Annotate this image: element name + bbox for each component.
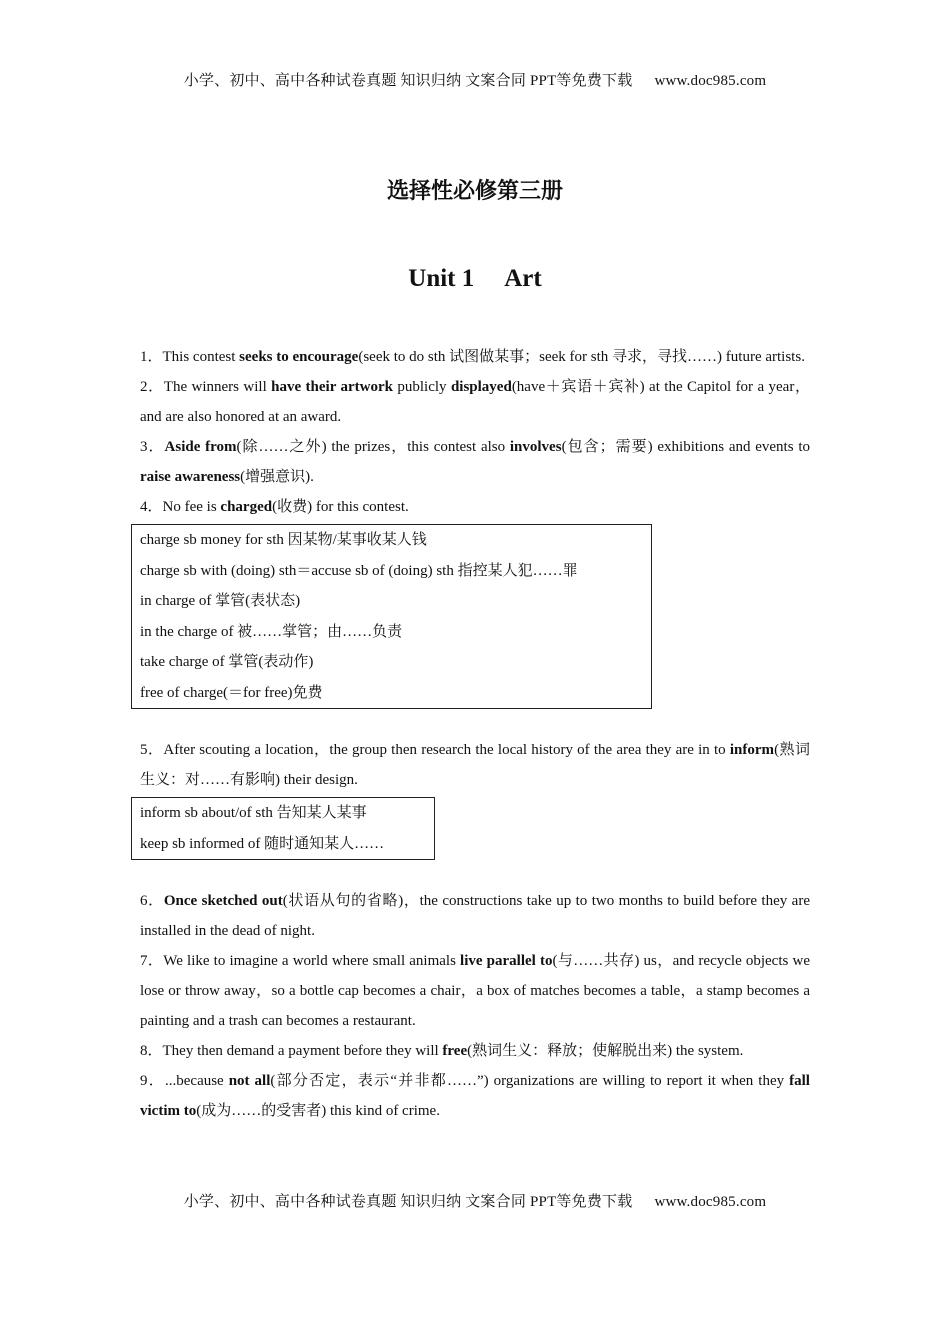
key-phrase: have their artwork <box>271 379 393 395</box>
box-line: take charge of 掌管(表动作) <box>140 654 314 670</box>
note-item-8: 8．They then demand a payment before they will free(熟词生义：释放；使解脱出来) the system. <box>140 1043 744 1059</box>
note-item-6: 6．Once sketched out(状语从句的省略)，the constructions take up to two months to build before they are installed in the dead of night. <box>140 893 810 939</box>
note-item-7: 7．We like to imagine a world where small animals live parallel to(与……共存) us，and recycle objects we lose or throw away，so a bottle cap becomes a chair，a box of matches becomes a table，a stamp becomes a painting and a trash can becomes a restaurant. <box>140 953 810 1029</box>
note-item-2: 2．The winners will have their artwork publicly displayed(have＋宾语＋宾补) at the Capitol for a year，and are also honored at an award. <box>140 379 810 425</box>
box-line: charge sb money for sth 因某物/某事收某人钱 <box>140 532 427 548</box>
footer-site-link[interactable]: www.doc985.com <box>654 1194 767 1210</box>
box-line: charge sb with (doing) sth＝accuse sb of (doing) sth 指控某人犯……罪 <box>140 562 578 579</box>
key-phrase: fall victim to <box>140 1073 810 1119</box>
key-phrase: raise awareness <box>140 469 241 485</box>
key-phrase: inform <box>729 742 775 758</box>
unit-name: Art <box>504 265 542 292</box>
box-line: in charge of 掌管(表状态) <box>140 593 301 609</box>
key-phrase: displayed <box>450 379 512 395</box>
key-phrase: Aside from <box>164 439 237 455</box>
note-item-5: 5．After scouting a location，the group then research the local history of the area they are in to inform(熟词生义：对……有影响) their design. <box>140 742 810 788</box>
header-text: 小学、初中、高中各种试卷真题 知识归纳 文案合同 PPT等免费下载 <box>183 73 633 89</box>
notes-content <box>140 342 810 1126</box>
unit-title <box>0 265 950 293</box>
note-item-9: 9．...because not all(部分否定，表示“并非都……”) organizations are willing to report it when they fall victim to(成为……的受害者) this kind of crime. <box>140 1073 810 1119</box>
box-line: keep sb informed of 随时通知某人…… <box>140 835 385 852</box>
note-item-1: 1．This contest seeks to encourage(seek to do sth 试图做某事；seek for sth 寻求，寻找……) future artists. <box>140 349 805 365</box>
key-phrase: free <box>442 1043 468 1059</box>
book-title: 选择性必修第三册 <box>386 179 563 204</box>
key-phrase: charged <box>220 499 273 515</box>
unit-number: Unit 1 <box>408 265 475 292</box>
inform-phrases-box <box>131 797 435 860</box>
note-item-3: 3．Aside from(除……之外) the prizes，this contest also involves(包含；需要) exhibitions and events to raise awareness(增强意识). <box>140 439 810 485</box>
header-site-link[interactable]: www.doc985.com <box>654 73 767 89</box>
box-line: in the charge of 被……掌管；由……负责 <box>140 623 403 640</box>
box-line: inform sb about/of sth 告知某人某事 <box>140 805 367 821</box>
key-phrase: involves <box>509 439 562 455</box>
page-footer <box>0 1190 950 1211</box>
box-line: free of charge(＝for free)免费 <box>140 684 323 701</box>
page-header <box>0 69 950 90</box>
note-item-4: 4．No fee is charged(收费) for this contest. <box>140 499 409 515</box>
key-phrase: not all <box>228 1073 271 1089</box>
charge-phrases-box <box>131 524 652 709</box>
key-phrase: Once sketched out <box>163 893 283 909</box>
key-phrase: seeks to encourage <box>239 349 359 365</box>
footer-text: 小学、初中、高中各种试卷真题 知识归纳 文案合同 PPT等免费下载 <box>183 1194 633 1210</box>
key-phrase: live parallel to <box>460 953 553 969</box>
